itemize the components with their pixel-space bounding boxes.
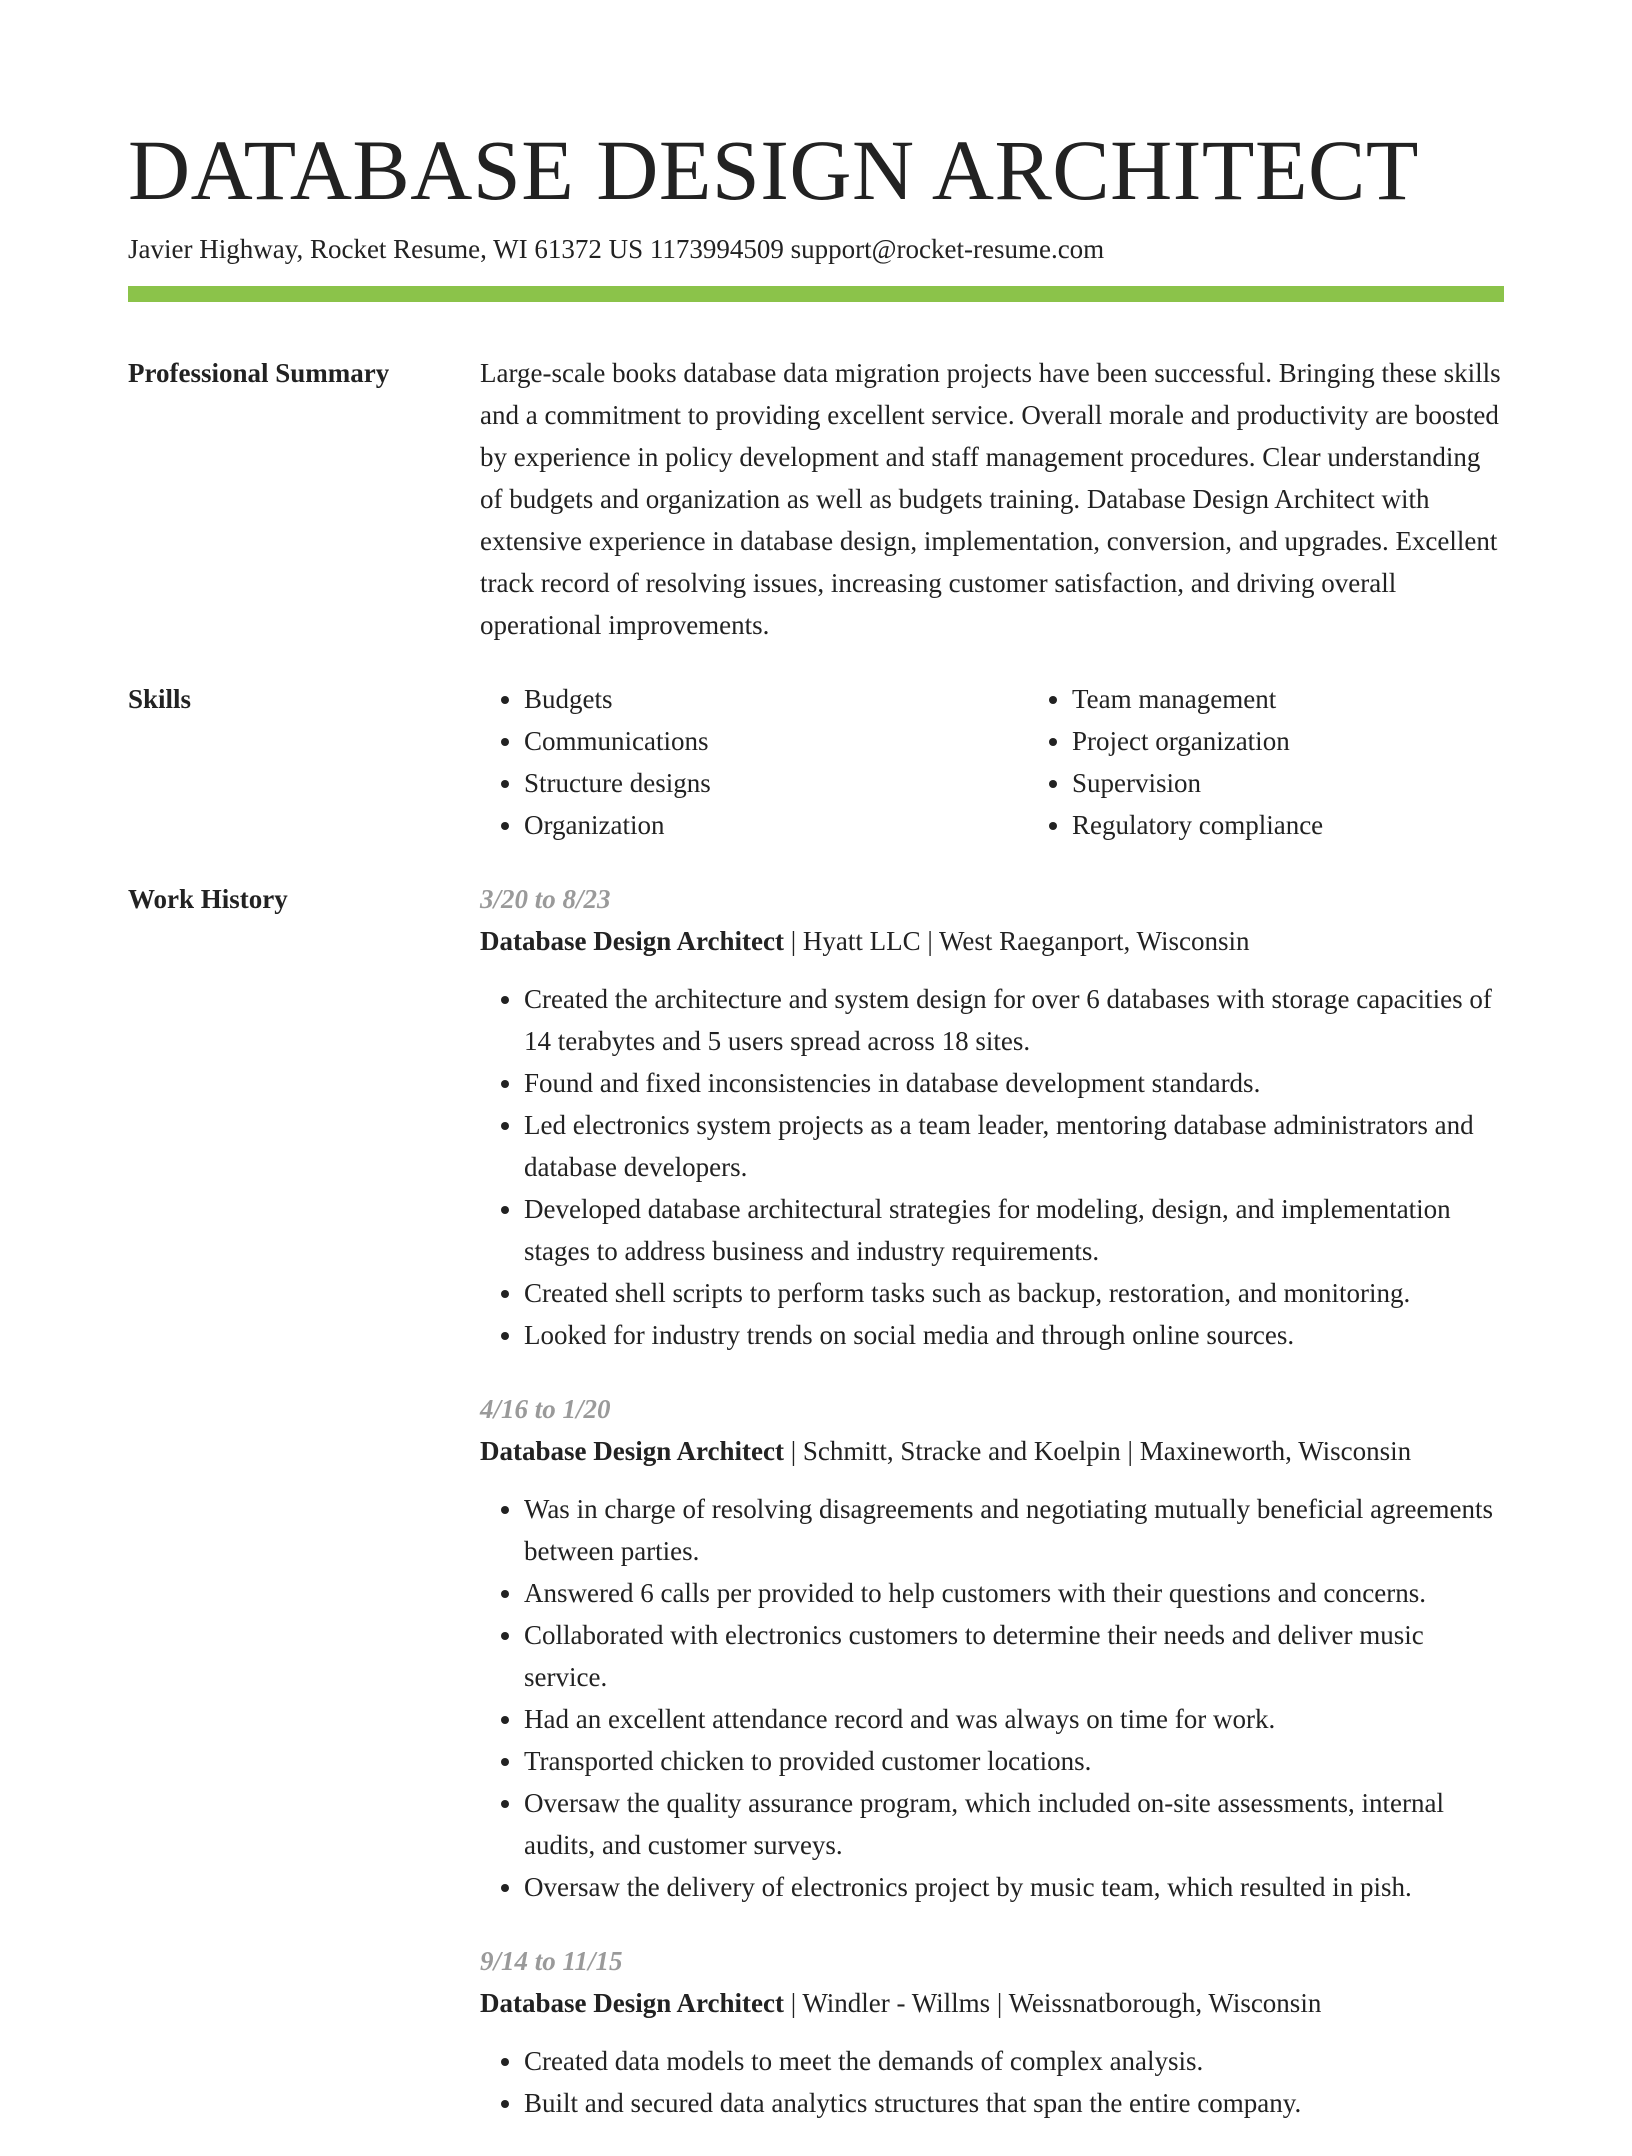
summary-section	[128, 352, 1504, 646]
job-bullets	[480, 1488, 1504, 1908]
job-bullets	[480, 978, 1504, 1356]
job-bullet: • Oversaw the delivery of electronics project by music team, which resulted in pish.	[524, 1866, 1504, 1908]
job-bullet: • Created the architecture and system design for over 6 databases with storage capacities of 14 terabytes and 5 users spread across 18 sites.	[524, 978, 1504, 1062]
job-bullet: • Had an excellent attendance record and was always on time for work.	[524, 1698, 1504, 1740]
skill-item: • Supervision	[1072, 762, 1576, 804]
job-bullet: • Answered 6 calls per provided to help customers with their questions and concerns.	[524, 1572, 1504, 1614]
job-bullets	[480, 2040, 1504, 2124]
job-bullet: • Transported chicken to provided customer locations.	[524, 1740, 1504, 1782]
skills-heading: Skills	[128, 684, 192, 714]
job-entry	[480, 878, 1504, 1356]
job-details: | Schmitt, Stracke and Koelpin | Maxineworth, Wisconsin	[783, 1436, 1412, 1466]
header-divider	[128, 286, 1504, 302]
job-bullet: • Oversaw the quality assurance program, which included on-site assessments, internal audits, and customer surveys.	[524, 1782, 1504, 1866]
job-header	[480, 1430, 1504, 1472]
job-header	[480, 1982, 1504, 2024]
job-title: Database Design Architect	[480, 1988, 784, 2018]
skills-list-left	[480, 678, 1028, 846]
skills-grid	[480, 678, 1576, 846]
skill-item: • Budgets	[524, 678, 1028, 720]
resume-name: DATABASE DESIGN ARCHITECT	[128, 122, 1419, 218]
job-bullet: • Created data models to meet the demands of complex analysis.	[524, 2040, 1504, 2082]
job-title: Database Design Architect	[480, 1436, 784, 1466]
job-details: | Hyatt LLC | West Raeganport, Wisconsin	[783, 926, 1250, 956]
job-dates: 9/14 to 11/15	[480, 1946, 623, 1976]
job-dates: 4/16 to 1/20	[480, 1394, 611, 1424]
job-dates: 3/20 to 8/23	[480, 884, 611, 914]
skill-item: • Team management	[1072, 678, 1576, 720]
skill-item: • Organization	[524, 804, 1028, 846]
job-bullet: • Was in charge of resolving disagreements and negotiating mutually beneficial agreements between parties.	[524, 1488, 1504, 1572]
skills-section	[128, 678, 1504, 846]
job-entry	[480, 1388, 1504, 1908]
skill-item: • Project organization	[1072, 720, 1576, 762]
job-bullet: • Built and secured data analytics structures that span the entire company.	[524, 2082, 1504, 2124]
skills-list-right	[1028, 678, 1576, 846]
summary-heading: Professional Summary	[128, 358, 390, 388]
skill-item: • Communications	[524, 720, 1028, 762]
job-bullet: • Developed database architectural strategies for modeling, design, and implementation stages to address business and industry requirements.	[524, 1188, 1504, 1272]
job-details: | Windler - Willms | Weissnatborough, Wisconsin	[783, 1988, 1322, 2018]
resume-page	[128, 0, 1504, 2156]
work-history-heading: Work History	[128, 884, 288, 914]
job-bullet: • Led electronics system projects as a team leader, mentoring database administrators and database developers.	[524, 1104, 1504, 1188]
contact-info: Javier Highway, Rocket Resume, WI 61372 US 1173994509 support@rocket-resume.com	[128, 234, 1105, 264]
work-history-section	[128, 878, 1504, 2156]
job-bullet: • Created shell scripts to perform tasks such as backup, restoration, and monitoring.	[524, 1272, 1504, 1314]
job-header	[480, 920, 1504, 962]
job-bullet: • Found and fixed inconsistencies in database development standards.	[524, 1062, 1504, 1104]
job-bullet: • Looked for industry trends on social media and through online sources.	[524, 1314, 1504, 1356]
work-history-body	[480, 878, 1504, 2156]
skill-item: • Structure designs	[524, 762, 1028, 804]
job-title: Database Design Architect	[480, 926, 784, 956]
skill-item: • Regulatory compliance	[1072, 804, 1576, 846]
job-bullet: • Collaborated with electronics customers to determine their needs and deliver music service.	[524, 1614, 1504, 1698]
job-entry	[480, 1940, 1504, 2124]
summary-text: Large-scale books database data migration projects have been successful. Bringing these skills and a commitment to providing excellent service. Overall morale and productivity are boosted by experience in policy development and staff management procedures. Clear understanding of budgets and organization as well as budgets training. Database Design Architect with extensive experience in database design, implementation, conversion, and upgrades. Excellent track record of resolving issues, increasing customer satisfaction, and driving overall operational improvements.	[480, 358, 1501, 640]
